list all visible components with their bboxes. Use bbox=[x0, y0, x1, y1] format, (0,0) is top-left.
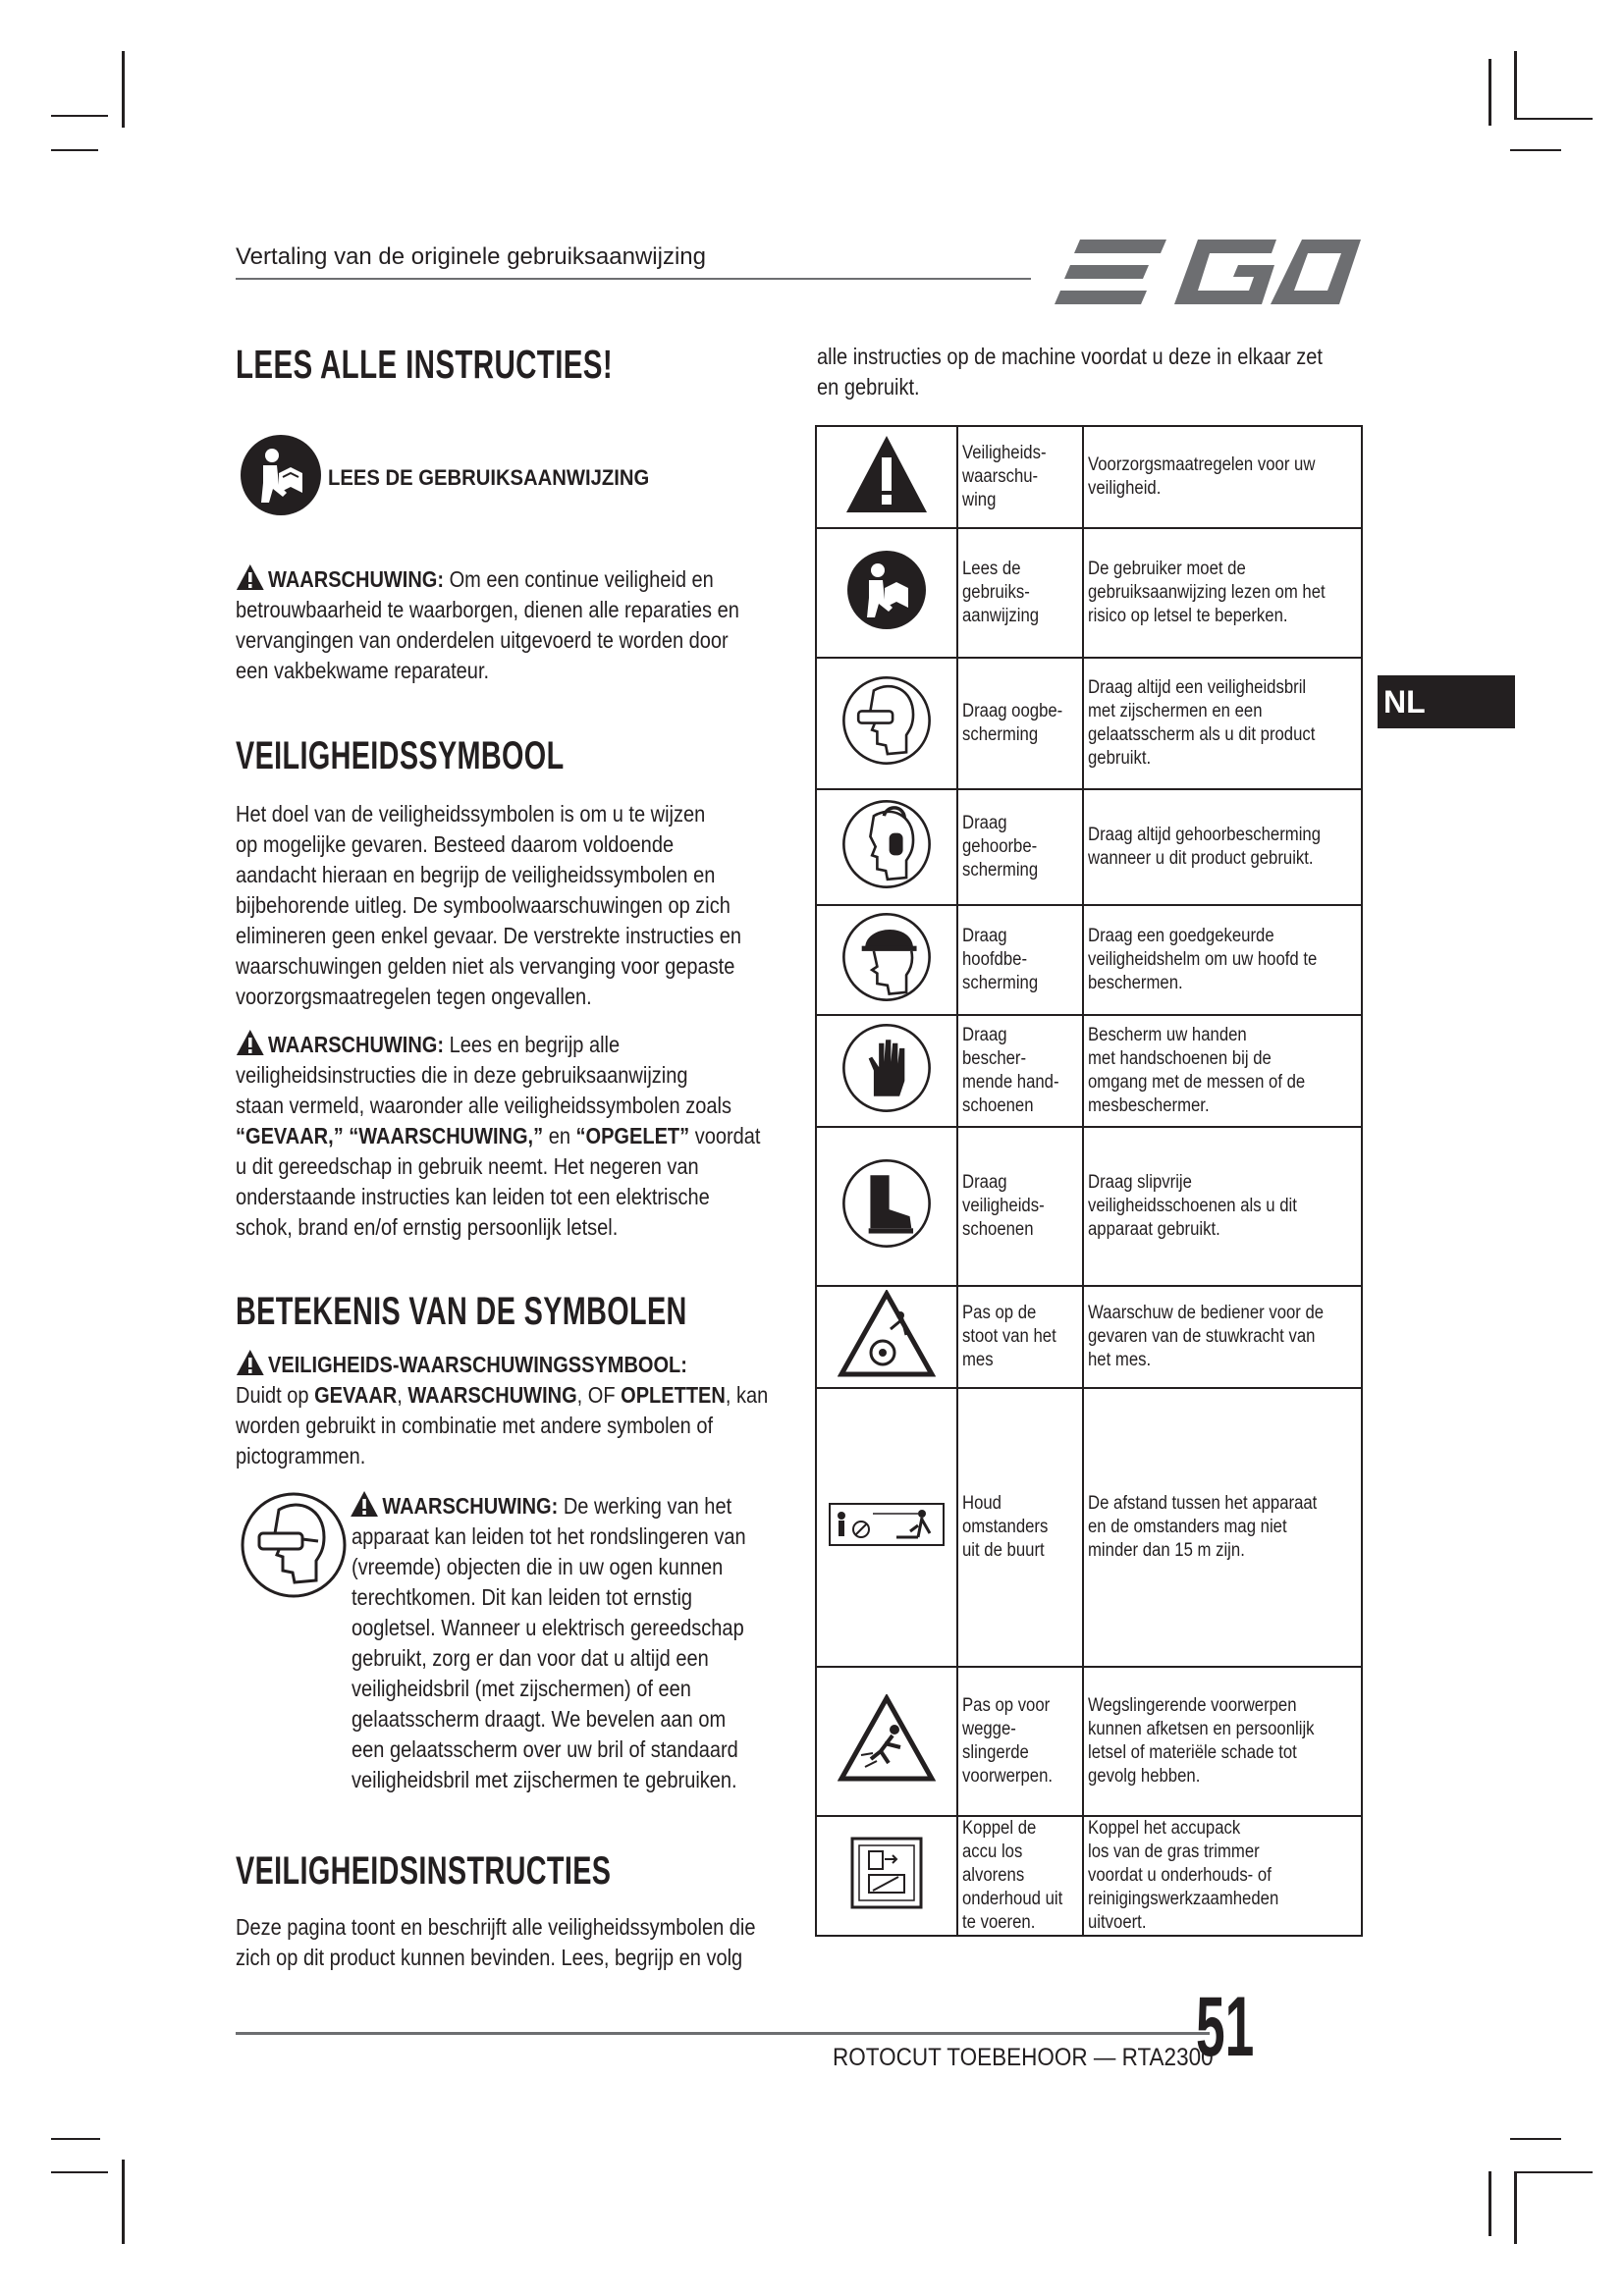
symbol-name-line: Koppel de bbox=[962, 1818, 1037, 1839]
symbol-description-line: veiligheidsschoenen als u dit bbox=[1088, 1196, 1297, 1216]
page-header-title: Vertaling van de originele gebruiksaanwijzing bbox=[236, 243, 706, 270]
blade-thrust-icon bbox=[838, 1362, 936, 1383]
warning-text: veiligheidsbril met zijschermen te gebruiken. bbox=[352, 1767, 737, 1792]
symbol-description-cell bbox=[1083, 528, 1362, 658]
warning-paragraph-3 bbox=[352, 1490, 774, 1795]
symbol-description-line: Draag slipvrije bbox=[1088, 1172, 1192, 1193]
crop-mark bbox=[1510, 2138, 1561, 2140]
symbol-row bbox=[816, 1667, 1362, 1816]
warning-text: schok, brand en/of ernstig persoonlijk letsel. bbox=[236, 1214, 619, 1240]
warning-triangle-icon bbox=[350, 1490, 379, 1518]
symbol-name-line: Pas op voor bbox=[962, 1695, 1051, 1716]
symbol-description-line: risico op letsel te beperken. bbox=[1088, 606, 1288, 626]
symbol-name-cell bbox=[957, 1388, 1083, 1667]
warning-text: De werking van het bbox=[558, 1493, 732, 1519]
symbol-name-line: veiligheids- bbox=[962, 1196, 1045, 1216]
paragraph-line: alle instructies op de machine voordat u deze in elkaar zet bbox=[817, 344, 1323, 369]
crop-mark bbox=[122, 51, 125, 128]
symbol-description-cell bbox=[1083, 1667, 1362, 1816]
symbol-description-line: Waarschuw de bediener voor de bbox=[1088, 1303, 1325, 1323]
warning-text: betrouwbaarheid te waarborgen, dienen alle reparaties en bbox=[236, 597, 739, 622]
symbol-description-line: Draag altijd een veiligheidsbril bbox=[1088, 677, 1307, 698]
symbol-icon-cell bbox=[816, 905, 957, 1015]
symbol-description-cell bbox=[1083, 1286, 1362, 1388]
symbol-description-line: reinigingswerkzaamheden bbox=[1088, 1889, 1279, 1909]
paragraph-line: en gebruikt. bbox=[817, 374, 920, 400]
warning-triangle-icon bbox=[842, 501, 931, 521]
symbol-name-line: Draag bbox=[962, 1172, 1007, 1193]
symbol-description-line: omgang met de messen of de bbox=[1088, 1072, 1306, 1093]
symbol-row bbox=[816, 426, 1362, 528]
safety-symbols-table bbox=[815, 425, 1363, 1937]
symbol-name-line: alvorens bbox=[962, 1865, 1025, 1886]
symbol-description-line: uitvoert. bbox=[1088, 1912, 1147, 1933]
symbol-description-line: gebruiksaanwijzing lezen om het bbox=[1088, 582, 1326, 603]
warning-paragraph-1 bbox=[236, 563, 785, 686]
symbol-description-line: gevolg hebben. bbox=[1088, 1766, 1201, 1787]
symbol-name-line: hoofdbe- bbox=[962, 949, 1028, 970]
warning-label: WAARSCHUWING: bbox=[268, 1032, 445, 1057]
symbol-description-line: wanneer u dit product gebruikt. bbox=[1088, 848, 1314, 869]
read-manual-label: LEES DE GEBRUIKSAANWIJZING bbox=[328, 465, 650, 490]
symbol-icon-cell bbox=[816, 1015, 957, 1127]
alert-text: , bbox=[397, 1382, 408, 1408]
header-rule bbox=[236, 278, 1031, 280]
symbol-icon-cell bbox=[816, 658, 957, 789]
symbol-name-line: omstanders bbox=[962, 1517, 1049, 1537]
keyword-caution: OPLETTEN bbox=[621, 1382, 726, 1408]
symbol-description-cell bbox=[1083, 789, 1362, 905]
alert-text: pictogrammen. bbox=[236, 1443, 366, 1468]
symbol-description-line: gevaren van de stuwkracht van bbox=[1088, 1326, 1316, 1347]
crop-mark bbox=[1514, 2171, 1593, 2173]
safety-boots-icon bbox=[839, 1235, 934, 1255]
crop-mark bbox=[51, 2171, 108, 2173]
paragraph-line: bijbehorende uitleg. De symboolwaarschuwingen op zich bbox=[236, 892, 731, 918]
crop-mark bbox=[1510, 149, 1561, 151]
warning-text: staan vermeld, waaronder alle veiligheidssymbolen zoals bbox=[236, 1093, 731, 1118]
symbol-name-line: scherming bbox=[962, 973, 1039, 993]
symbol-name-cell bbox=[957, 426, 1083, 528]
symbol-row bbox=[816, 1286, 1362, 1388]
symbol-name-cell bbox=[957, 1127, 1083, 1286]
paragraph-line: Deze pagina toont en beschrijft alle veiligheidssymbolen die bbox=[236, 1914, 756, 1940]
symbol-name-cell bbox=[957, 1816, 1083, 1936]
symbol-description-line: veiligheidshelm om uw hoofd te bbox=[1088, 949, 1318, 970]
crop-mark bbox=[1489, 59, 1491, 126]
symbol-description-cell bbox=[1083, 1015, 1362, 1127]
heading-symbol-meaning: BETEKENIS VAN DE SYMBOLEN bbox=[236, 1290, 687, 1333]
symbol-name-line: stoot van het bbox=[962, 1326, 1056, 1347]
crop-mark bbox=[51, 2138, 100, 2140]
symbol-name-line: wing bbox=[962, 490, 997, 510]
symbol-description-line: het mes. bbox=[1088, 1350, 1152, 1370]
symbol-description-cell bbox=[1083, 658, 1362, 789]
keyword-danger: GEVAAR bbox=[314, 1382, 398, 1408]
language-tab-nl: NL bbox=[1378, 675, 1515, 728]
symbol-description-line: Voorzorgsmaatregelen voor uw bbox=[1088, 454, 1316, 475]
symbol-name-line: schoenen bbox=[962, 1095, 1034, 1116]
footer-rule bbox=[236, 2032, 1210, 2035]
eye-protection-icon bbox=[839, 752, 934, 773]
warning-triangle-icon bbox=[236, 1349, 265, 1376]
paragraph-line: op mogelijke gevaren. Besteed daarom voldoende bbox=[236, 831, 675, 857]
symbol-name-line: Draag bbox=[962, 813, 1007, 833]
symbol-description-line: voordat u onderhouds- of bbox=[1088, 1865, 1272, 1886]
symbol-icon-cell bbox=[816, 789, 957, 905]
keyword-warning: WAARSCHUWING bbox=[407, 1382, 577, 1408]
symbol-name-line: slingerde bbox=[962, 1742, 1029, 1763]
symbol-name-line: gehoorbe- bbox=[962, 836, 1038, 857]
symbol-name-line: wegge- bbox=[962, 1719, 1016, 1739]
heading-safety-symbol: VEILIGHEIDSSYMBOOL bbox=[236, 734, 565, 777]
page-number: 51 bbox=[1196, 1980, 1255, 2074]
warning-text: gelaatsscherm draagt. We bevelen aan om bbox=[352, 1706, 727, 1732]
symbol-icon-cell bbox=[816, 1816, 957, 1936]
symbol-icon-cell bbox=[816, 528, 957, 658]
crop-mark bbox=[51, 149, 98, 151]
warning-text: veiligheidsbril (met zijschermen) of een bbox=[352, 1676, 691, 1701]
alert-text: , kan bbox=[725, 1382, 769, 1408]
symbol-description-line: en de omstanders mag niet bbox=[1088, 1517, 1287, 1537]
symbol-description-cell bbox=[1083, 1388, 1362, 1667]
symbol-name-cell bbox=[957, 528, 1083, 658]
warning-text: een gelaatsscherm over uw bril of standaard bbox=[352, 1736, 738, 1762]
symbol-description-line: gebruikt. bbox=[1088, 748, 1152, 769]
symbol-name-line: te voeren. bbox=[962, 1912, 1036, 1933]
warning-text: oogletsel. Wanneer u elektrisch gereedschap bbox=[352, 1615, 744, 1640]
warning-text: Lees en begrijp alle bbox=[444, 1032, 621, 1057]
intro-paragraph bbox=[817, 342, 1367, 402]
crop-mark bbox=[1514, 51, 1517, 120]
crop-mark bbox=[1489, 2171, 1491, 2236]
crop-mark bbox=[1514, 2171, 1517, 2244]
symbol-description-line: minder dan 15 m zijn. bbox=[1088, 1540, 1245, 1561]
symbol-icon-cell bbox=[816, 1286, 957, 1388]
paragraph-line: voorzorgsmaatregelen tegen ongevallen. bbox=[236, 984, 592, 1009]
ego-logo bbox=[1051, 234, 1365, 312]
symbol-name-line: accu los bbox=[962, 1842, 1023, 1862]
crop-mark bbox=[1514, 118, 1593, 120]
symbol-row bbox=[816, 658, 1362, 789]
symbol-row bbox=[816, 1127, 1362, 1286]
symbol-name-line: Veiligheids- bbox=[962, 443, 1047, 463]
warning-paragraph-2 bbox=[236, 1029, 785, 1243]
eye-protection-icon bbox=[240, 1486, 348, 1604]
paragraph-line: waarschuwingen gelden niet als vervanging voor gepaste bbox=[236, 953, 735, 979]
heading-safety-instructions: VEILIGHEIDSINSTRUCTIES bbox=[236, 1849, 612, 1893]
warning-text: gebruikt, zorg er dan voor dat u altijd een bbox=[352, 1645, 709, 1671]
symbol-icon-cell bbox=[816, 1388, 957, 1667]
symbol-description-line: kunnen afketsen en persoonlijk bbox=[1088, 1719, 1315, 1739]
symbol-name-line: onderhoud uit bbox=[962, 1889, 1063, 1909]
symbol-name-line: Draag bbox=[962, 926, 1007, 946]
symbol-description-line: Bescherm uw handen bbox=[1088, 1025, 1247, 1045]
symbol-description-cell bbox=[1083, 1816, 1362, 1936]
symbol-description-cell bbox=[1083, 1127, 1362, 1286]
symbol-description-line: Draag altijd gehoorbescherming bbox=[1088, 825, 1322, 845]
symbol-description-line: Koppel het accupack bbox=[1088, 1818, 1241, 1839]
symbol-icon-cell bbox=[816, 1667, 957, 1816]
symbol-name-cell bbox=[957, 789, 1083, 905]
warning-label: WAARSCHUWING: bbox=[268, 566, 445, 592]
alert-symbol-label: VEILIGHEIDS-WAARSCHUWINGSSYMBOOL: bbox=[268, 1352, 687, 1377]
symbol-row bbox=[816, 528, 1362, 658]
symbol-row bbox=[816, 1388, 1362, 1667]
symbol-description-line: met zijschermen en een bbox=[1088, 701, 1263, 721]
warning-text: voordat bbox=[689, 1123, 761, 1148]
symbol-description-line: De gebruiker moet de bbox=[1088, 559, 1246, 579]
symbol-name-line: Houd bbox=[962, 1493, 1001, 1514]
symbol-description-line: gelaatsscherm als u dit product bbox=[1088, 724, 1316, 745]
symbol-description-line: beschermen. bbox=[1088, 973, 1183, 993]
symbol-description-cell bbox=[1083, 426, 1362, 528]
warning-text: u dit gereedschap in gebruik neemt. Het negeren van bbox=[236, 1153, 699, 1179]
symbol-description-line: Wegslingerende voorwerpen bbox=[1088, 1695, 1297, 1716]
symbol-description-line: veiligheid. bbox=[1088, 478, 1162, 499]
ego-logo-icon bbox=[1051, 234, 1365, 312]
warning-label: WAARSCHUWING: bbox=[382, 1493, 559, 1519]
symbol-paragraph bbox=[236, 799, 785, 1012]
warning-triangle-icon bbox=[236, 1029, 265, 1056]
symbol-description-line: De afstand tussen het apparaat bbox=[1088, 1493, 1318, 1514]
warning-text: terechtkomen. Dit kan leiden tot ernstig bbox=[352, 1584, 693, 1610]
symbol-row bbox=[816, 905, 1362, 1015]
warning-text: veiligheidsinstructies die in deze gebruiksaanwijzing bbox=[236, 1062, 688, 1088]
symbol-name-line: schoenen bbox=[962, 1219, 1034, 1240]
alert-text: , OF bbox=[576, 1382, 622, 1408]
warning-text: onderstaande instructies kan leiden tot een elektrische bbox=[236, 1184, 710, 1209]
gloves-icon bbox=[839, 1099, 934, 1120]
crop-mark bbox=[51, 115, 108, 117]
keyword-caution: “OPGELET” bbox=[575, 1123, 690, 1148]
symbol-description-line: mesbeschermer. bbox=[1088, 1095, 1210, 1116]
head-protection-icon bbox=[839, 988, 934, 1009]
symbol-name-cell bbox=[957, 905, 1083, 1015]
warning-triangle-icon bbox=[236, 563, 265, 591]
symbol-name-cell bbox=[957, 658, 1083, 789]
paragraph-line: elimineren geen enkel gevaar. De verstrekte instructies en bbox=[236, 923, 741, 948]
crop-mark bbox=[122, 2160, 125, 2244]
warning-text: en bbox=[543, 1123, 576, 1148]
warning-text: een vakbekwame reparateur. bbox=[236, 658, 490, 683]
symbol-description-line: met handschoenen bij de bbox=[1088, 1048, 1272, 1069]
symbol-row bbox=[816, 1015, 1362, 1127]
warning-text: apparaat kan leiden tot het rondslingeren van bbox=[352, 1523, 746, 1549]
symbol-name-line: Pas op de bbox=[962, 1303, 1037, 1323]
alert-text: worden gebruikt in combinatie met andere symbolen of bbox=[236, 1413, 714, 1438]
symbol-name-line: Lees de bbox=[962, 559, 1021, 579]
warning-text: Om een continue veiligheid en bbox=[444, 566, 714, 592]
disconnect-battery-icon bbox=[849, 1895, 924, 1915]
symbol-name-cell bbox=[957, 1015, 1083, 1127]
symbol-description-line: letsel of materiële schade tot bbox=[1088, 1742, 1297, 1763]
keyword-warning: “WAARSCHUWING,” bbox=[343, 1123, 544, 1148]
bystanders-distance-icon bbox=[828, 1533, 946, 1554]
symbol-name-line: scherming bbox=[962, 860, 1039, 881]
read-manual-icon bbox=[845, 615, 928, 636]
read-manual-icon bbox=[240, 434, 322, 516]
symbol-name-line: voorwerpen. bbox=[962, 1766, 1054, 1787]
symbol-description-line: apparaat gebruikt. bbox=[1088, 1219, 1220, 1240]
warning-text: (vreemde) objecten die in uw ogen kunnen bbox=[352, 1554, 724, 1579]
symbol-name-line: mes bbox=[962, 1350, 994, 1370]
symbol-name-line: Draag oogbe- bbox=[962, 701, 1063, 721]
alert-text: Duidt op bbox=[236, 1382, 315, 1408]
symbol-description-line: los van de gras trimmer bbox=[1088, 1842, 1260, 1862]
heading-read-all: LEES ALLE INSTRUCTIES! bbox=[236, 342, 614, 387]
symbol-row bbox=[816, 1816, 1362, 1936]
symbol-name-line: waarschu- bbox=[962, 466, 1039, 487]
symbol-name-line: aanwijzing bbox=[962, 606, 1040, 626]
ear-protection-icon bbox=[839, 876, 934, 896]
symbol-name-line: Draag bbox=[962, 1025, 1007, 1045]
paragraph-line: Het doel van de veiligheidssymbolen is om u te wijzen bbox=[236, 801, 706, 827]
symbol-description-line: Draag een goedgekeurde bbox=[1088, 926, 1274, 946]
symbol-name-line: gebruiks- bbox=[962, 582, 1030, 603]
symbol-name-line: uit de buurt bbox=[962, 1540, 1045, 1561]
symbol-name-line: scherming bbox=[962, 724, 1039, 745]
footer-product: ROTOCUT TOEBEHOOR — RTA2300 bbox=[833, 2044, 1214, 2071]
symbol-name-cell bbox=[957, 1667, 1083, 1816]
symbol-description-cell bbox=[1083, 905, 1362, 1015]
thrown-objects-icon bbox=[838, 1767, 936, 1788]
paragraph-line: aandacht hieraan en begrijp de veiligheidssymbolen en bbox=[236, 862, 716, 887]
alert-symbol-paragraph bbox=[236, 1349, 785, 1471]
symbol-icon-cell bbox=[816, 1127, 957, 1286]
paragraph-line: zich op dit product kunnen bevinden. Lees, begrijp en volg bbox=[236, 1945, 743, 1970]
warning-text: vervangingen van onderdelen uitgevoerd te worden door bbox=[236, 627, 729, 653]
symbol-icon-cell bbox=[816, 426, 957, 528]
symbol-name-cell bbox=[957, 1286, 1083, 1388]
symbol-row bbox=[816, 789, 1362, 905]
instructions-paragraph bbox=[236, 1912, 785, 1973]
keyword-danger: “GEVAAR,” bbox=[236, 1123, 344, 1148]
symbol-name-line: mende hand- bbox=[962, 1072, 1059, 1093]
symbol-name-line: bescher- bbox=[962, 1048, 1027, 1069]
